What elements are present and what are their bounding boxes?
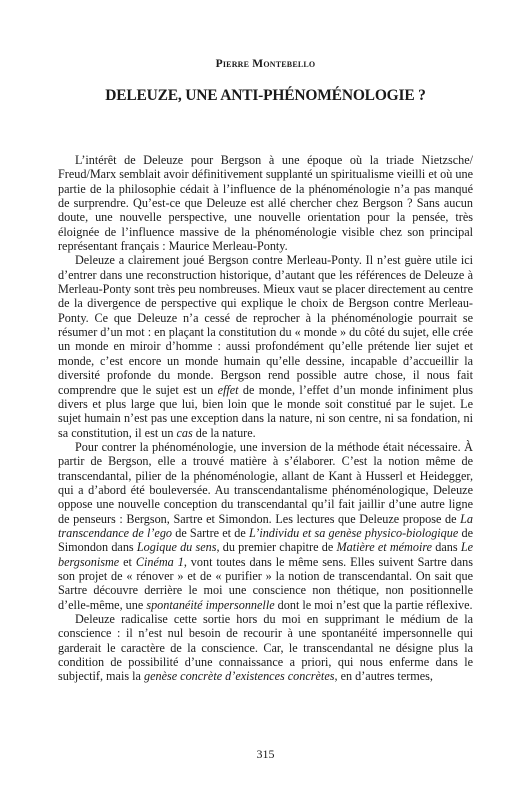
italic-text: cas [176, 425, 193, 440]
italic-text: Le bergsonisme [58, 540, 474, 569]
text-run: dans [432, 540, 461, 555]
text-run: , en d’autres termes, [334, 669, 433, 684]
text-run: , du premier chapitre de [216, 540, 337, 555]
paragraph [58, 612, 473, 684]
italic-text: Matière et mémoire [336, 540, 433, 555]
italic-text: L’individu et sa genèse physico-biologique [248, 525, 459, 540]
book-page [58, 0, 473, 794]
text-run: de Sartre et de [172, 525, 249, 540]
italic-text: Logique du sens [136, 540, 217, 555]
text-run: L’intérêt de Deleuze pour Bergson à une époque où la triade Nietzsche/ Freud/Marx semblait avoir définitivement supplanté un spiritualisme vieilli et où une partie de la philosophie cédait à l’influence de la phénoménologie n’a pas manqué de surprendre. Qu’est-ce que Deleuze est allé chercher chez Bergson ? Sans aucun doute, une nouvelle perspective, une nouvelle orientation pour la pensée, très éloignée de l’influence massive de la phénoménologie visible chez son principal représentant français : Maurice Merleau-Ponty. [58, 153, 473, 254]
italic-text: Cinéma 1 [135, 554, 184, 569]
text-run: de Simondon dans [58, 525, 473, 555]
text-run: de la nature. [192, 425, 256, 440]
body-text [58, 153, 473, 684]
italic-text: spontanéité impersonnelle [146, 597, 275, 612]
paragraph [58, 253, 473, 439]
italic-text: La transcendance de l’ego [58, 511, 473, 540]
text-run: de monde, l’effet d’un monde infiniment plus divers et plus large que lui, bien loin que le monde soit constitué par le sujet. Le sujet humain n’est pas une exception dans la nature, ni son centre, ni sa fondation, ni sa constitution, il est un [58, 382, 473, 440]
italic-text: genèse concrète d’existences concrètes [143, 669, 335, 684]
running-head-author: Pierre Montebello [215, 58, 316, 70]
chapter-title: DELEUZE, UNE ANTI-PHÉNOMÉNOLOGIE ? [105, 87, 426, 104]
paragraph [58, 153, 473, 253]
paragraph [58, 440, 473, 612]
italic-text: effet [217, 382, 239, 397]
text-run: et [119, 554, 136, 569]
text-run: Pour contrer la phénoménologie, une inversion de la méthode était nécessaire. À partir de Bergson, elle a trouvé matière à s’élaborer. C’est la notion même de transcendantal, pilier de la phénoménologie, allant de Kant à Husserl et Heidegger, qui a d’abord été bouleversée. Au transcendantalisme phénoménologique, Deleuze oppose une nouvelle conception du transcendantal qu’il fait jaillir d’une autre ligne de penseurs : Bergson, Sartre et Simondon. Les lectures que Deleuze propose de [58, 439, 473, 526]
text-run: Deleuze radicalise cette sortie hors du moi en supprimant le médium de la conscience : il n’est nul besoin de recourir à une spontanéité impersonnelle qui garderait le caractère de la conscience. Car, le transcendantal ne désigne plus la condition de possibilité d’une connaissance a priori, qui nous enferme dans le subjectif, mais la [58, 612, 473, 684]
text-run: , vont toutes dans le même sens. Elles suivent Sartre dans son projet de « rénover » et de « purifier » la notion de transcendantal. On sait que Sartre découvre derrière le moi une conscience non thétique, non positionnelle d’elle-même, une [58, 554, 474, 612]
page-number: 315 [256, 747, 275, 761]
text-run: dont le moi n’est que la partie réflexive. [274, 597, 473, 612]
text-run: Deleuze a clairement joué Bergson contre Merleau-Ponty. Il n’est guère utile ici d’entrer dans une reconstruction historique, d’autant que les références de Deleuze à Merleau-Ponty sont très peu nombreuses. Mieux vaut se placer directement au centre de la divergence de perspective qui explique le choix de Bergson contre Merleau-Ponty. Ce que Deleuze n’a cessé de reprocher à la phénoménologie pourrait se résumer d’un mot : en plaçant la constitution du « monde » du côté du sujet, elle crée un monde en miroir d’homme : aussi profondément qu’elle prétende lier sujet et monde, c’est encore un monde humain qu’elle dessine, incapable d’accueillir la diversité profonde du monde. Bergson rend possible autre chose, il nous fait comprendre que le sujet est un [58, 253, 473, 397]
